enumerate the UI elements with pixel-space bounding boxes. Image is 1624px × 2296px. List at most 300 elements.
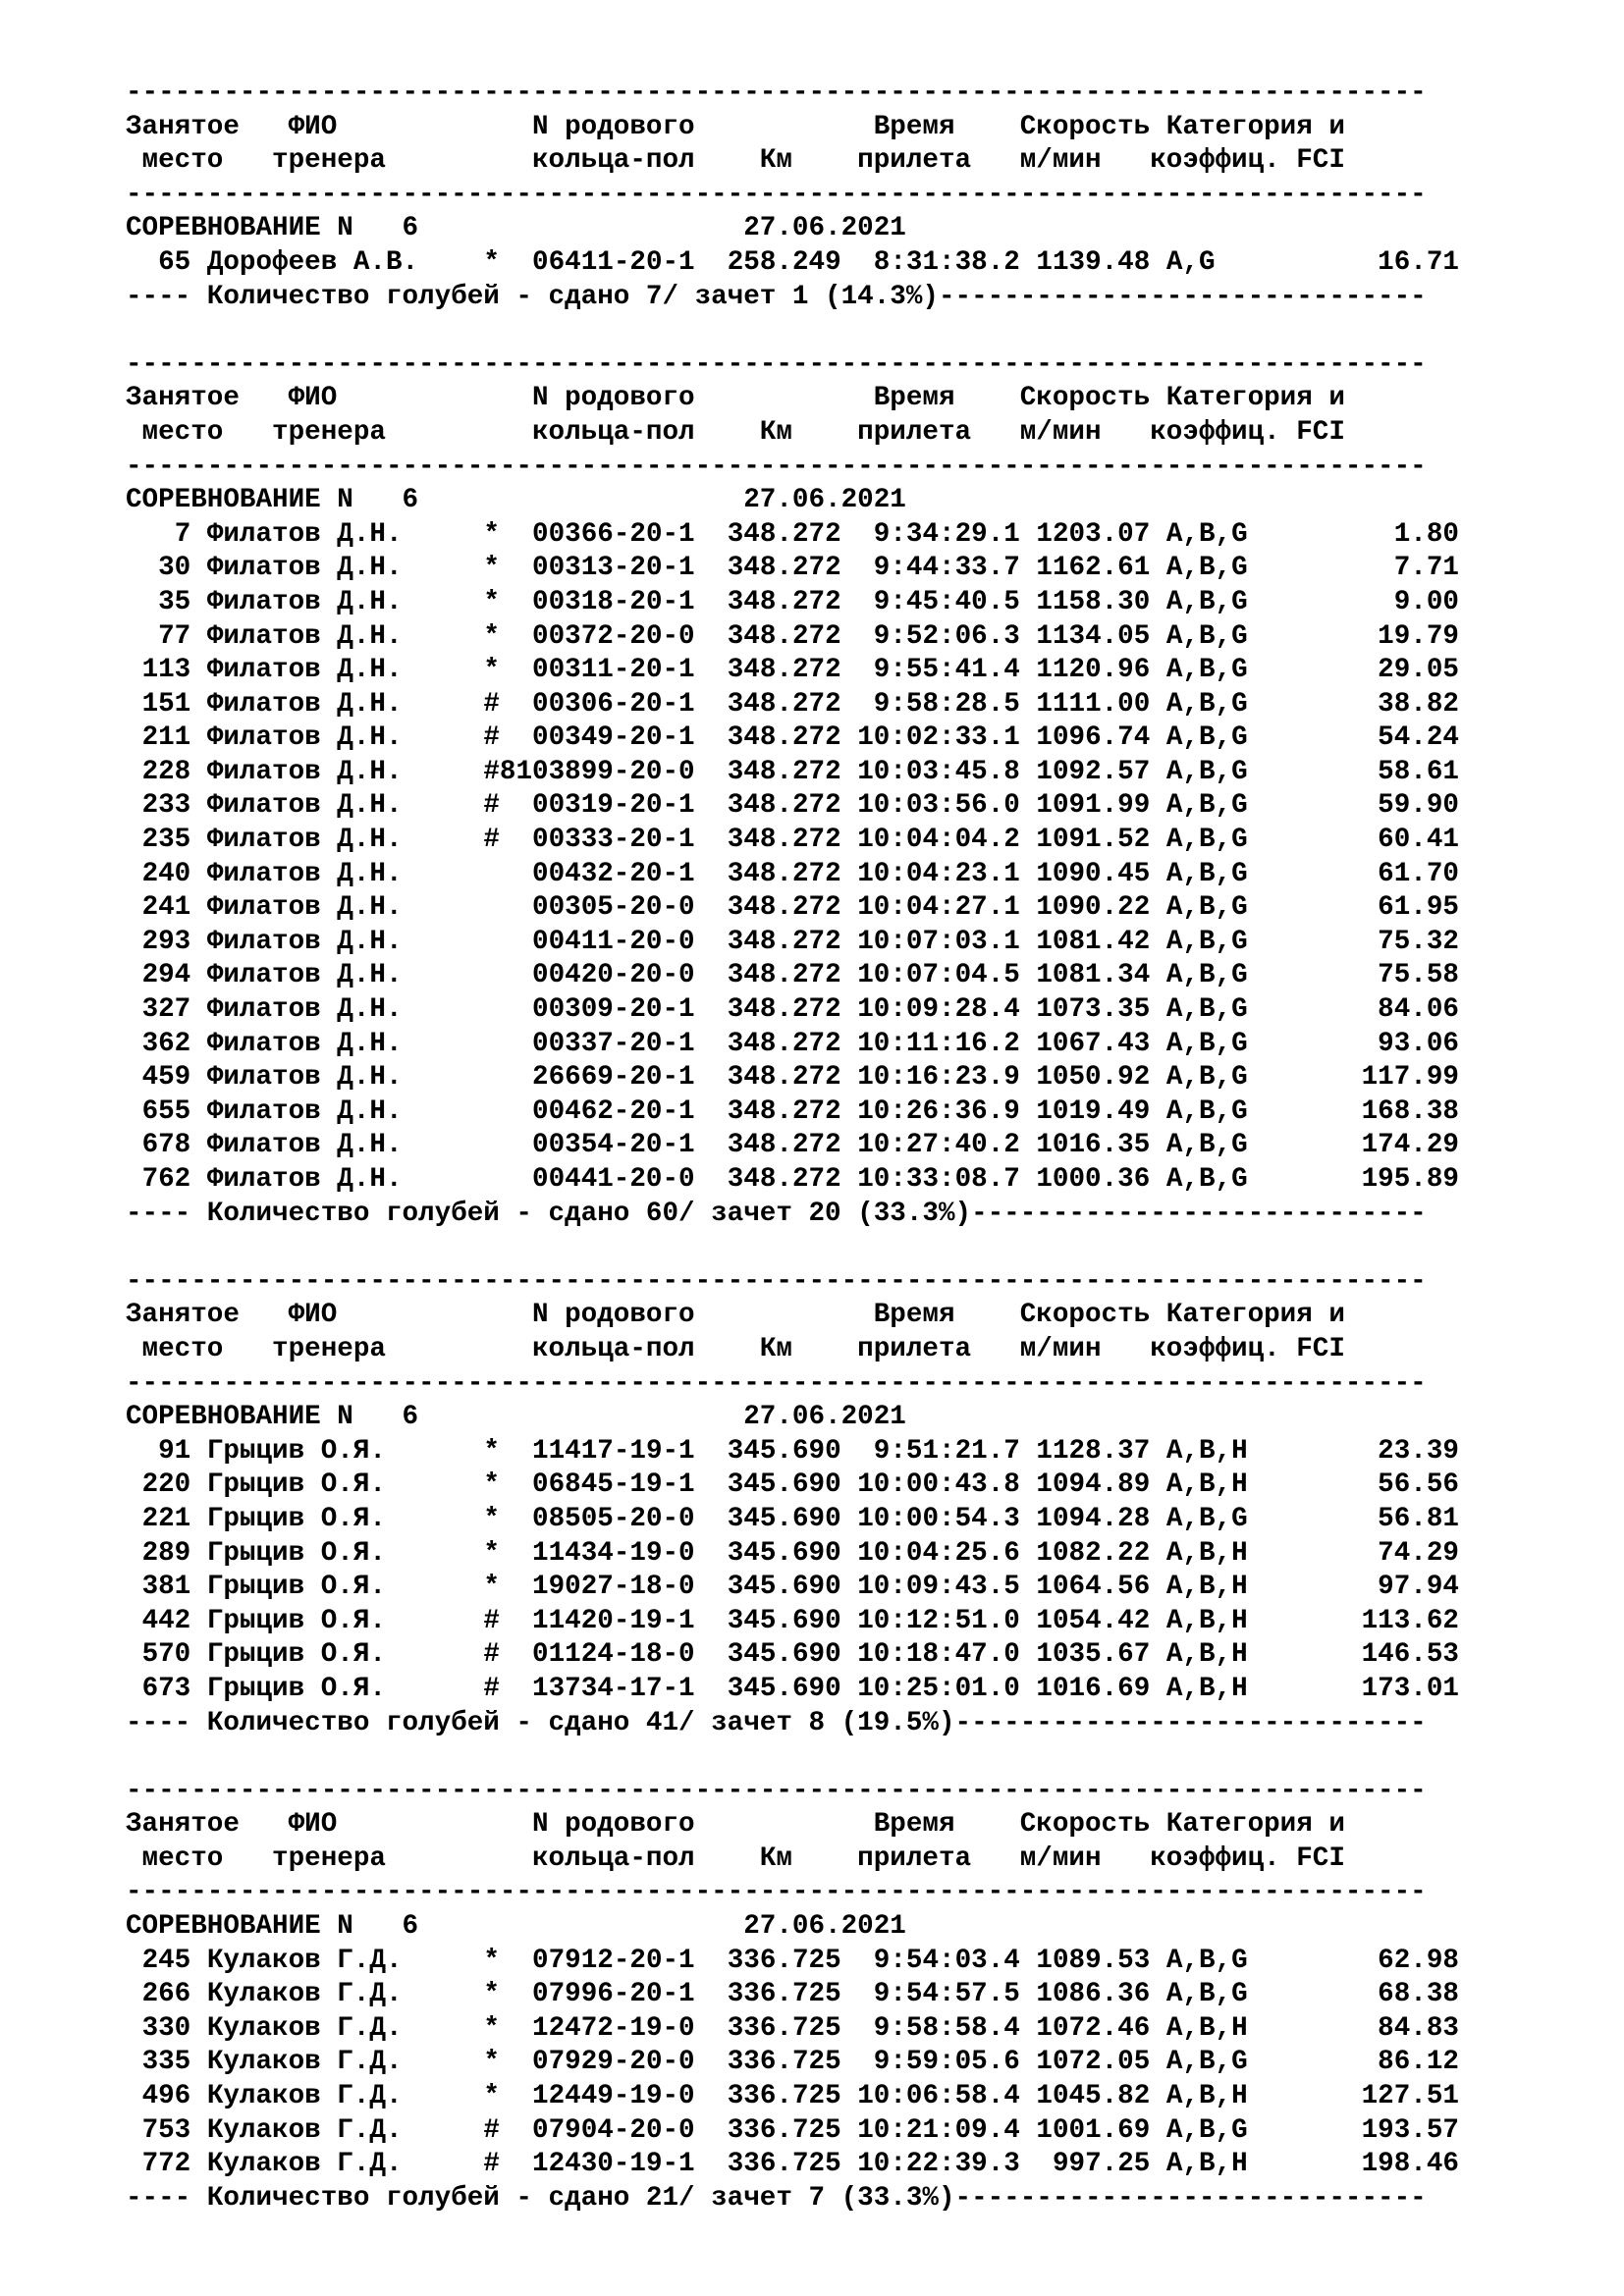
- cell-name: Филатов Д.Н.: [206, 655, 403, 686]
- cell-fci: 74.29: [1378, 1537, 1459, 1569]
- cell-ring: 00366-20-1: [532, 518, 695, 550]
- cell-km: 348.272: [727, 1164, 841, 1195]
- cell-time: 9:55:41.4: [873, 655, 1020, 686]
- table-row: [126, 2148, 1598, 2182]
- cell-place: 30: [158, 553, 191, 584]
- cell-name: Филатов Д.Н.: [206, 688, 403, 720]
- cell-place: 362: [141, 1028, 191, 1059]
- cell-fci: 117.99: [1361, 1062, 1459, 1094]
- cell-name: Филатов Д.Н.: [206, 756, 403, 787]
- cell-category: A,B,G: [1165, 688, 1248, 720]
- cell-fci: 75.32: [1378, 926, 1459, 957]
- cell-name: Филатов Д.Н.: [206, 1062, 403, 1094]
- table-row: [126, 552, 1598, 586]
- cell-fci: 29.05: [1378, 655, 1459, 686]
- cell-mark: #: [483, 2114, 500, 2146]
- cell-place: 91: [158, 1435, 191, 1467]
- cell-speed: 1090.22: [1036, 892, 1151, 924]
- cell-name: Кулаков Г.Д.: [206, 1945, 403, 1976]
- cell-fci: 84.06: [1378, 994, 1459, 1026]
- table-row: [126, 959, 1598, 993]
- cell-fci: 75.58: [1378, 960, 1459, 991]
- cell-speed: 1045.82: [1036, 2081, 1151, 2112]
- cell-fci: 59.90: [1378, 790, 1459, 822]
- cell-place: 330: [141, 2012, 191, 2044]
- cell-place: 35: [158, 586, 191, 617]
- cell-name: Кулаков Г.Д.: [206, 2114, 403, 2146]
- cell-time: 10:26:36.9: [857, 1095, 1020, 1127]
- cell-name: Филатов Д.Н.: [206, 553, 403, 584]
- cell-category: A,B,G: [1165, 2047, 1248, 2078]
- cell-place: 327: [141, 994, 191, 1026]
- cell-time: 10:04:27.1: [857, 892, 1020, 924]
- cell-category: A,B,G: [1165, 892, 1248, 924]
- summary-line: ---- Количество голубей - сдано 7/ зачет 1 (14.3%)------------------------------: [126, 281, 1427, 312]
- cell-km: 348.272: [727, 1130, 841, 1161]
- cell-name: Филатов Д.Н.: [206, 994, 403, 1026]
- cell-speed: 997.25: [1052, 2149, 1151, 2180]
- cell-time: 10:04:25.6: [857, 1537, 1020, 1569]
- cell-mark: *: [483, 586, 500, 617]
- cell-km: 348.272: [727, 825, 841, 856]
- cell-fci: 56.81: [1378, 1503, 1459, 1534]
- cell-ring: 08505-20-0: [532, 1503, 695, 1534]
- cell-speed: 1094.28: [1036, 1503, 1151, 1534]
- cell-category: A,B,G: [1165, 1945, 1248, 1976]
- cell-category: A,B,G: [1165, 926, 1248, 957]
- table-row: [126, 1468, 1598, 1503]
- cell-place: 233: [141, 790, 191, 822]
- results-report: [126, 77, 1598, 2216]
- cell-mark: #: [483, 688, 500, 720]
- cell-time: 10:22:39.3: [857, 2149, 1020, 2180]
- cell-name: Филатов Д.Н.: [206, 858, 403, 889]
- cell-speed: 1096.74: [1036, 722, 1151, 754]
- table-row: [126, 1673, 1598, 1707]
- cell-ring: 26669-20-1: [532, 1062, 695, 1094]
- table-row: [126, 789, 1598, 824]
- cell-time: 9:44:33.7: [873, 553, 1020, 584]
- competition-date: 27.06.2021: [743, 213, 906, 244]
- cell-time: 9:52:06.3: [873, 620, 1020, 652]
- cell-place: 762: [141, 1164, 191, 1195]
- cell-ring: 00319-20-1: [532, 790, 695, 822]
- column-header-line-2: место тренера кольца-пол Км прилета м/мин коэффиц. FCI: [126, 1842, 1345, 1874]
- cell-ring: 00318-20-1: [532, 586, 695, 617]
- cell-mark: #: [483, 790, 500, 822]
- cell-km: 348.272: [727, 553, 841, 584]
- cell-speed: 1054.42: [1036, 1605, 1151, 1636]
- cell-fci: 23.39: [1378, 1435, 1459, 1467]
- column-header-line-1: Занятое ФИО N родового Время Скорость Категория и: [126, 383, 1345, 414]
- cell-time: 9:59:05.6: [873, 2047, 1020, 2078]
- section-gap: [126, 1740, 1598, 1775]
- cell-km: 336.725: [727, 1979, 841, 2010]
- table-row: [126, 518, 1598, 553]
- cell-ring: 00337-20-1: [532, 1028, 695, 1059]
- cell-category: A,B,H: [1165, 2081, 1248, 2112]
- cell-speed: 1128.37: [1036, 1435, 1151, 1467]
- cell-place: 335: [141, 2047, 191, 2078]
- cell-km: 345.690: [727, 1503, 841, 1534]
- cell-fci: 174.29: [1361, 1130, 1459, 1161]
- cell-time: 10:03:45.8: [857, 756, 1020, 787]
- cell-name: Филатов Д.Н.: [206, 790, 403, 822]
- cell-mark: #: [483, 756, 500, 787]
- separator-line: --------------------------------------------------------------------------------: [126, 1265, 1427, 1297]
- column-header-line-1: Занятое ФИО N родового Время Скорость Категория и: [126, 1300, 1345, 1331]
- cell-time: 9:54:57.5: [873, 1979, 1020, 2010]
- cell-km: 345.690: [727, 1673, 841, 1704]
- cell-name: Филатов Д.Н.: [206, 926, 403, 957]
- cell-ring: 06845-19-1: [532, 1469, 695, 1501]
- cell-speed: 1072.46: [1036, 2012, 1151, 2044]
- cell-ring: 06411-20-1: [532, 246, 695, 278]
- cell-time: 10:04:04.2: [857, 825, 1020, 856]
- cell-category: A,B,H: [1165, 2012, 1248, 2044]
- table-row: [126, 586, 1598, 620]
- summary-line: ---- Количество голубей - сдано 60/ зачет 20 (33.3%)----------------------------: [126, 1198, 1427, 1229]
- cell-place: 496: [141, 2081, 191, 2112]
- table-row: [126, 824, 1598, 858]
- table-row: [126, 620, 1598, 655]
- cell-place: 245: [141, 1945, 191, 1976]
- cell-speed: 1134.05: [1036, 620, 1151, 652]
- cell-ring: 00462-20-1: [532, 1095, 695, 1127]
- cell-time: 10:09:28.4: [857, 994, 1020, 1026]
- cell-category: A,B,G: [1165, 1503, 1248, 1534]
- table-row: [126, 993, 1598, 1028]
- separator-line: --------------------------------------------------------------------------------: [126, 179, 1427, 210]
- cell-place: 65: [158, 246, 191, 278]
- cell-category: A,B,G: [1165, 553, 1248, 584]
- cell-fci: 61.95: [1378, 892, 1459, 924]
- cell-ring: 11420-19-1: [532, 1605, 695, 1636]
- cell-ring: 07996-20-1: [532, 1979, 695, 2010]
- cell-km: 348.272: [727, 518, 841, 550]
- table-row: [126, 926, 1598, 960]
- cell-ring: 00306-20-1: [532, 688, 695, 720]
- cell-place: 241: [141, 892, 191, 924]
- competition-line: [126, 484, 1598, 518]
- cell-category: A,B,H: [1165, 1572, 1248, 1603]
- cell-place: 228: [141, 756, 191, 787]
- cell-ring: 07929-20-0: [532, 2047, 695, 2078]
- cell-fci: 1.80: [1393, 518, 1459, 550]
- section-gap: [126, 314, 1598, 348]
- cell-ring: 00354-20-1: [532, 1130, 695, 1161]
- cell-time: 10:00:54.3: [857, 1503, 1020, 1534]
- cell-fci: 86.12: [1378, 2047, 1459, 2078]
- cell-category: A,B,G: [1165, 790, 1248, 822]
- cell-mark: *: [483, 1537, 500, 1569]
- cell-km: 348.272: [727, 994, 841, 1026]
- cell-mark: #: [483, 2149, 500, 2180]
- cell-place: 294: [141, 960, 191, 991]
- cell-time: 10:00:43.8: [857, 1469, 1020, 1501]
- cell-place: 673: [141, 1673, 191, 1704]
- cell-ring: 8103899-20-0: [499, 756, 695, 787]
- cell-ring: 13734-17-1: [532, 1673, 695, 1704]
- cell-name: Дорофеев А.В.: [206, 246, 419, 278]
- cell-ring: 00311-20-1: [532, 655, 695, 686]
- cell-mark: *: [483, 246, 500, 278]
- cell-time: 10:04:23.1: [857, 858, 1020, 889]
- cell-ring: 00411-20-0: [532, 926, 695, 957]
- section-gap: [126, 1231, 1598, 1265]
- cell-category: A,B,H: [1165, 1673, 1248, 1704]
- table-row: [126, 688, 1598, 722]
- cell-ring: 00432-20-1: [532, 858, 695, 889]
- table-row: [126, 1978, 1598, 2012]
- column-header-line-2: место тренера кольца-пол Км прилета м/мин коэффиц. FCI: [126, 416, 1345, 448]
- cell-km: 345.690: [727, 1605, 841, 1636]
- separator-line: --------------------------------------------------------------------------------: [126, 1367, 1427, 1399]
- cell-fci: 168.38: [1361, 1095, 1459, 1127]
- column-header-line-1: Занятое ФИО N родового Время Скорость Категория и: [126, 111, 1345, 142]
- cell-ring: 00420-20-0: [532, 960, 695, 991]
- cell-ring: 00305-20-0: [532, 892, 695, 924]
- cell-time: 9:58:58.4: [873, 2012, 1020, 2044]
- cell-fci: 113.62: [1361, 1605, 1459, 1636]
- cell-km: 348.272: [727, 926, 841, 957]
- cell-speed: 1086.36: [1036, 1979, 1151, 2010]
- cell-km: 336.725: [727, 1945, 841, 1976]
- cell-km: 348.272: [727, 960, 841, 991]
- cell-fci: 19.79: [1378, 620, 1459, 652]
- cell-mark: #: [483, 1639, 500, 1671]
- cell-ring: 12449-19-0: [532, 2081, 695, 2112]
- cell-speed: 1000.36: [1036, 1164, 1151, 1195]
- cell-mark: *: [483, 2047, 500, 2078]
- column-header-line-2: место тренера кольца-пол Км прилета м/мин коэффиц. FCI: [126, 1333, 1345, 1364]
- cell-time: 9:51:21.7: [873, 1435, 1020, 1467]
- summary-line: ---- Количество голубей - сдано 41/ зачет 8 (19.5%)-----------------------------: [126, 1707, 1427, 1738]
- cell-mark: *: [483, 1945, 500, 1976]
- cell-category: A,B,G: [1165, 756, 1248, 787]
- cell-fci: 60.41: [1378, 825, 1459, 856]
- cell-category: A,B,G: [1165, 994, 1248, 1026]
- competition-line: [126, 1910, 1598, 1945]
- cell-name: Кулаков Г.Д.: [206, 2149, 403, 2180]
- column-header-line-1: Занятое ФИО N родового Время Скорость Категория и: [126, 1809, 1345, 1841]
- cell-km: 348.272: [727, 858, 841, 889]
- table-row: [126, 1503, 1598, 1537]
- separator-line: --------------------------------------------------------------------------------: [126, 1775, 1427, 1806]
- cell-fci: 54.24: [1378, 722, 1459, 754]
- cell-ring: 07904-20-0: [532, 2114, 695, 2146]
- cell-fci: 193.57: [1361, 2114, 1459, 2146]
- cell-category: A,G: [1165, 246, 1216, 278]
- cell-fci: 195.89: [1361, 1164, 1459, 1195]
- cell-name: Филатов Д.Н.: [206, 960, 403, 991]
- cell-category: A,B,G: [1165, 1062, 1248, 1094]
- competition-name: СОРЕВНОВАНИЕ N 6: [126, 485, 419, 516]
- cell-time: 10:11:16.2: [857, 1028, 1020, 1059]
- cell-mark: *: [483, 1979, 500, 2010]
- cell-mark: *: [483, 1572, 500, 1603]
- cell-ring: 00309-20-1: [532, 994, 695, 1026]
- cell-category: A,B,G: [1165, 1164, 1248, 1195]
- cell-km: 348.272: [727, 586, 841, 617]
- cell-name: Кулаков Г.Д.: [206, 2012, 403, 2044]
- cell-category: A,B,G: [1165, 722, 1248, 754]
- cell-name: Грыцив О.Я.: [206, 1469, 386, 1501]
- table-row: [126, 1638, 1598, 1673]
- cell-name: Грыцив О.Я.: [206, 1572, 386, 1603]
- cell-name: Филатов Д.Н.: [206, 1028, 403, 1059]
- competition-date: 27.06.2021: [743, 485, 906, 516]
- cell-time: 9:45:40.5: [873, 586, 1020, 617]
- cell-name: Филатов Д.Н.: [206, 1130, 403, 1161]
- cell-speed: 1091.52: [1036, 825, 1151, 856]
- cell-category: A,B,H: [1165, 1639, 1248, 1671]
- cell-fci: 7.71: [1393, 553, 1459, 584]
- cell-category: A,B,H: [1165, 1469, 1248, 1501]
- cell-place: 151: [141, 688, 191, 720]
- cell-fci: 84.83: [1378, 2012, 1459, 2044]
- cell-time: 10:25:01.0: [857, 1673, 1020, 1704]
- cell-speed: 1139.48: [1036, 246, 1151, 278]
- cell-time: 10:02:33.1: [857, 722, 1020, 754]
- cell-name: Филатов Д.Н.: [206, 586, 403, 617]
- cell-ring: 00349-20-1: [532, 722, 695, 754]
- cell-km: 348.272: [727, 655, 841, 686]
- cell-km: 348.272: [727, 756, 841, 787]
- cell-time: 9:54:03.4: [873, 1945, 1020, 1976]
- cell-speed: 1050.92: [1036, 1062, 1151, 1094]
- cell-name: Филатов Д.Н.: [206, 1095, 403, 1127]
- cell-mark: *: [483, 2012, 500, 2044]
- cell-speed: 1094.89: [1036, 1469, 1151, 1501]
- cell-category: A,B,G: [1165, 518, 1248, 550]
- table-row: [126, 1129, 1598, 1163]
- cell-name: Кулаков Г.Д.: [206, 2047, 403, 2078]
- cell-name: Филатов Д.Н.: [206, 722, 403, 754]
- table-row: [126, 1028, 1598, 1062]
- cell-km: 258.249: [727, 246, 841, 278]
- table-row: [126, 1605, 1598, 1639]
- cell-speed: 1067.43: [1036, 1028, 1151, 1059]
- cell-time: 10:27:40.2: [857, 1130, 1020, 1161]
- cell-ring: 19027-18-0: [532, 1572, 695, 1603]
- competition-name: СОРЕВНОВАНИЕ N 6: [126, 1911, 419, 1943]
- cell-ring: 00372-20-0: [532, 620, 695, 652]
- cell-mark: *: [483, 655, 500, 686]
- competition-name: СОРЕВНОВАНИЕ N 6: [126, 213, 419, 244]
- cell-km: 348.272: [727, 722, 841, 754]
- competition-date: 27.06.2021: [743, 1911, 906, 1943]
- cell-time: 9:58:28.5: [873, 688, 1020, 720]
- cell-km: 336.725: [727, 2149, 841, 2180]
- competition-date: 27.06.2021: [743, 1402, 906, 1433]
- cell-category: A,B,G: [1165, 858, 1248, 889]
- cell-km: 348.272: [727, 790, 841, 822]
- cell-category: A,B,G: [1165, 960, 1248, 991]
- cell-name: Грыцив О.Я.: [206, 1605, 386, 1636]
- table-row: [126, 2114, 1598, 2149]
- cell-km: 348.272: [727, 620, 841, 652]
- cell-ring: 12430-19-1: [532, 2149, 695, 2180]
- cell-place: 266: [141, 1979, 191, 2010]
- cell-place: 772: [141, 2149, 191, 2180]
- table-row: [126, 1163, 1598, 1198]
- cell-mark: *: [483, 1503, 500, 1534]
- cell-km: 336.725: [727, 2012, 841, 2044]
- cell-mark: *: [483, 2081, 500, 2112]
- cell-ring: 11417-19-1: [532, 1435, 695, 1467]
- cell-category: A,B,G: [1165, 1979, 1248, 2010]
- table-row: [126, 654, 1598, 688]
- cell-ring: 07912-20-1: [532, 1945, 695, 1976]
- cell-mark: *: [483, 518, 500, 550]
- cell-place: 221: [141, 1503, 191, 1534]
- cell-place: 442: [141, 1605, 191, 1636]
- cell-name: Грыцив О.Я.: [206, 1435, 386, 1467]
- cell-time: 10:12:51.0: [857, 1605, 1020, 1636]
- cell-time: 10:03:56.0: [857, 790, 1020, 822]
- separator-line: --------------------------------------------------------------------------------: [126, 451, 1427, 482]
- cell-name: Филатов Д.Н.: [206, 620, 403, 652]
- cell-speed: 1081.42: [1036, 926, 1151, 957]
- cell-speed: 1072.05: [1036, 2047, 1151, 2078]
- cell-place: 459: [141, 1062, 191, 1094]
- cell-name: Кулаков Г.Д.: [206, 1979, 403, 2010]
- cell-km: 336.725: [727, 2114, 841, 2146]
- cell-speed: 1081.34: [1036, 960, 1151, 991]
- cell-place: 7: [174, 518, 191, 550]
- cell-place: 113: [141, 655, 191, 686]
- cell-speed: 1158.30: [1036, 586, 1151, 617]
- table-row: [126, 2046, 1598, 2080]
- cell-km: 336.725: [727, 2081, 841, 2112]
- cell-place: 655: [141, 1095, 191, 1127]
- cell-ring: 00333-20-1: [532, 825, 695, 856]
- separator-line: --------------------------------------------------------------------------------: [126, 78, 1427, 108]
- cell-category: A,B,H: [1165, 1435, 1248, 1467]
- cell-mark: *: [483, 620, 500, 652]
- cell-name: Грыцив О.Я.: [206, 1639, 386, 1671]
- cell-ring: 12472-19-0: [532, 2012, 695, 2044]
- cell-place: 678: [141, 1130, 191, 1161]
- table-row: [126, 1435, 1598, 1469]
- cell-mark: #: [483, 825, 500, 856]
- table-row: [126, 2012, 1598, 2047]
- cell-place: 381: [141, 1572, 191, 1603]
- cell-fci: 38.82: [1378, 688, 1459, 720]
- cell-speed: 1111.00: [1036, 688, 1151, 720]
- cell-time: 10:07:04.5: [857, 960, 1020, 991]
- table-row: [126, 246, 1598, 281]
- cell-speed: 1064.56: [1036, 1572, 1151, 1603]
- cell-time: 8:31:38.2: [873, 246, 1020, 278]
- cell-category: A,B,G: [1165, 586, 1248, 617]
- separator-line: --------------------------------------------------------------------------------: [126, 348, 1427, 380]
- table-row: [126, 1945, 1598, 1979]
- table-row: [126, 1095, 1598, 1130]
- cell-place: 220: [141, 1469, 191, 1501]
- cell-category: A,B,G: [1165, 1095, 1248, 1127]
- cell-speed: 1162.61: [1036, 553, 1151, 584]
- cell-category: A,B,G: [1165, 1028, 1248, 1059]
- cell-km: 348.272: [727, 892, 841, 924]
- cell-time: 9:34:29.1: [873, 518, 1020, 550]
- cell-name: Грыцив О.Я.: [206, 1503, 386, 1534]
- cell-category: A,B,H: [1165, 2149, 1248, 2180]
- competition-line: [126, 212, 1598, 246]
- column-header-line-2: место тренера кольца-пол Км прилета м/мин коэффиц. FCI: [126, 145, 1345, 177]
- separator-line: --------------------------------------------------------------------------------: [126, 1877, 1427, 1908]
